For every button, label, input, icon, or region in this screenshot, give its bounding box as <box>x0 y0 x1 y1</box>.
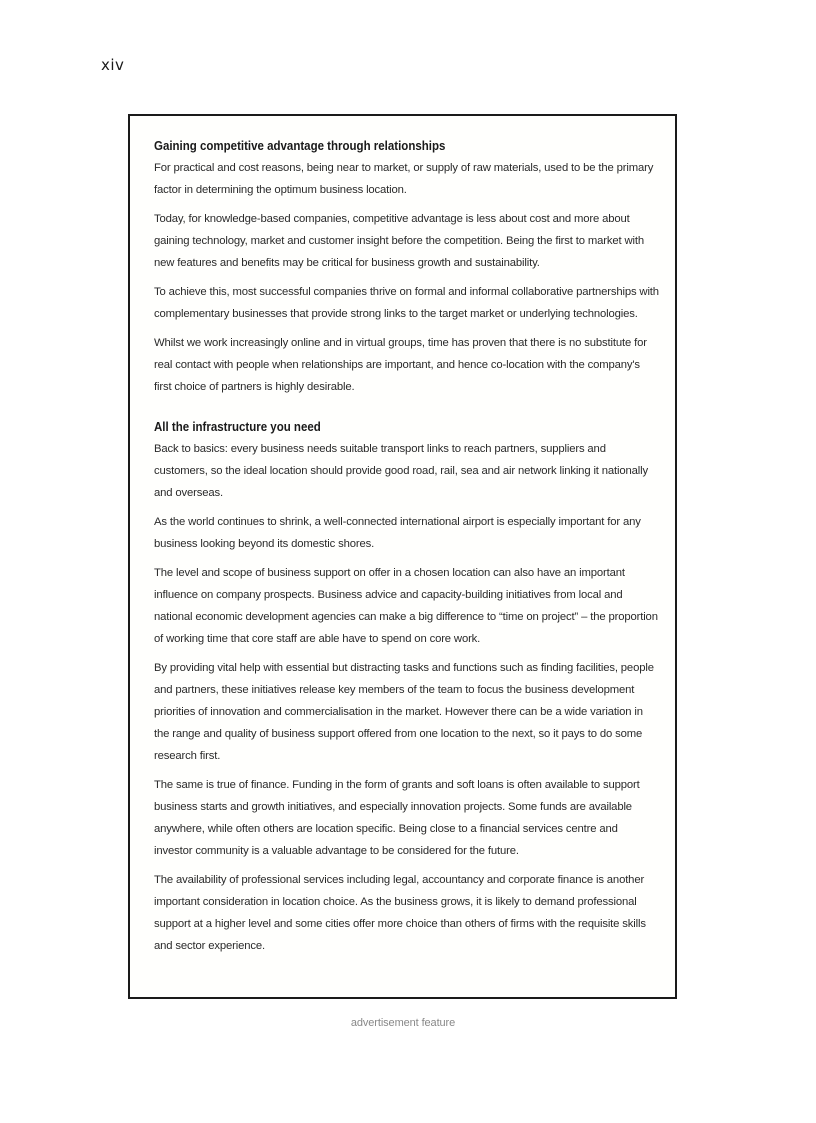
section-competitive-advantage <box>154 136 659 398</box>
paragraph: The same is true of finance. Funding in the form of grants and soft loans is often available to support business starts and growth initiatives, and especially innovation projects. Some funds are available anywhere, while often others are location specific. Being close to a financial services centre and investor community is a valuable advantage to be considered for the future. <box>154 779 640 857</box>
paragraph: The availability of professional services including legal, accountancy and corporate finance is another important consideration in location choice. As the business grows, it is likely to demand professional support at a higher level and some cities offer more choice than others of firms with the requisite skills and sector experience. <box>154 874 646 952</box>
paragraph: For practical and cost reasons, being near to market, or supply of raw materials, used to be the primary factor in determining the optimum business location. <box>154 162 654 196</box>
feature-content <box>154 136 659 964</box>
paragraph: Back to basics: every business needs suitable transport links to reach partners, suppliers and customers, so the ideal location should provide good road, rail, sea and air network linking it nationally and overseas. <box>154 443 649 499</box>
paragraph: By providing vital help with essential but distracting tasks and functions such as finding facilities, people and partners, these initiatives release key members of the team to focus the business development priorities of innovation and commercialisation in the market. However there can be a wide variation in the range and quality of business support offered from one location to the next, so it pays to do some research first. <box>154 662 654 762</box>
page-number: xiv <box>101 56 125 74</box>
paragraph: To achieve this, most successful companies thrive on formal and informal collaborative partnerships with complementary businesses that provide strong links to the target market or underlying technologies. <box>154 286 659 320</box>
section-heading: Gaining competitive advantage through relationships <box>154 139 446 153</box>
section-heading: All the infrastructure you need <box>154 420 321 434</box>
paragraph: As the world continues to shrink, a well-connected international airport is especially important for any business looking beyond its domestic shores. <box>154 516 641 550</box>
footer-caption: advertisement feature <box>350 1017 456 1029</box>
paragraph: The level and scope of business support on offer in a chosen location can also have an important influence on company prospects. Business advice and capacity-building initiatives from local and national economic development agencies can make a big difference to “time on project” – the proportion of working time that core staff are able have to spend on core work. <box>154 567 658 645</box>
section-infrastructure <box>154 417 659 957</box>
paragraph: Whilst we work increasingly online and in virtual groups, time has proven that there is no substitute for real contact with people when relationships are important, and hence co-location with the company's first choice of partners is highly desirable. <box>154 337 647 393</box>
paragraph: Today, for knowledge-based companies, competitive advantage is less about cost and more about gaining technology, market and customer insight before the competition. Being the first to market with new features and benefits may be critical for business growth and sustainability. <box>154 213 644 269</box>
advertisement-feature-box <box>128 114 677 999</box>
